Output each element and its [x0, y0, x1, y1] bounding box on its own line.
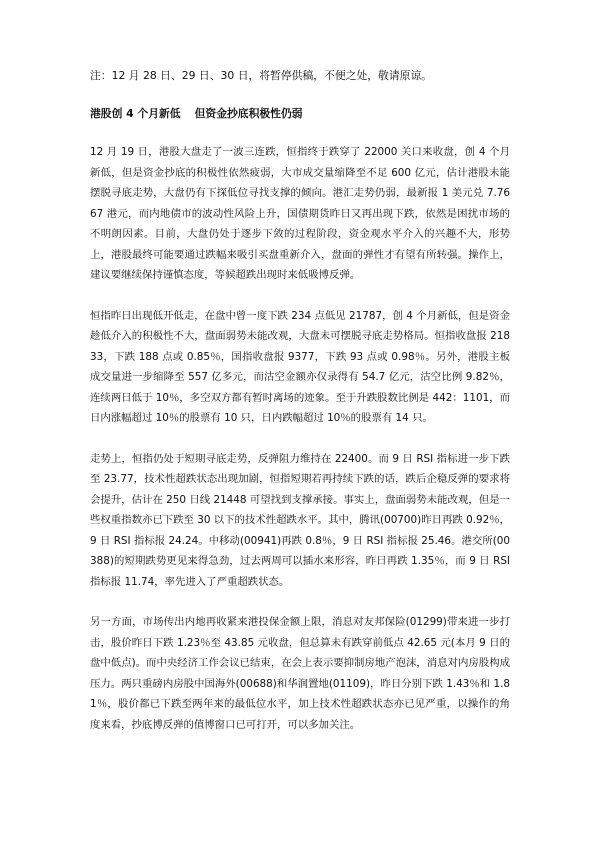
headline-part-1: 港股创 4 个月新低 [90, 107, 181, 120]
document-page [90, 66, 510, 755]
paragraph-market-overview: 12 月 19 日，港股大盘走了一波三连跌，恒指终于跌穿了 22000 关口来收盘，创 4 个月新低，但是资金抄底的积极性依然疲弱，大市成交量缩降至不足 600 亿元，估计港股未能摆脱寻底走势，大盘仍有下探低位寻找支撑的倾向。港汇走势仍弱，最新报 1 美元兑 7.7667 港元，而内地债市的波动性风险上升，国债期货昨日又再出现下跌，依然是困扰市场的不明朗因素。目前，大盘仍处于逐步下敛的过程阶段，资金观水平介入的兴趣不大，形势上，港股最终可能要通过跌幅来吸引买盘重新介入，盘面的弹性才有望有所转强。操作上，建议要继续保持谨慎态度，等候超跌出现时来低吸博反弹。 [90, 146, 510, 281]
suspension-note: 注：12 月 28 日、29 日、30 日，将暂停供稿，不便之处，敬请原谅。 [90, 69, 433, 82]
paragraph-index-close: 恒指昨日出现低开低走，在盘中曾一度下跌 234 点低见 21787，创 4 个月新低，但是资金趁低介入的积极性不大，盘面弱势未能改观，大盘未可摆脱寻底走势格局。恒指收盘报 21833，下跌 188 点或 0.85％，国指收盘报 9377，下跌 93 点或 0.98％。另外，港股主板成交量进一步缩降至 557 亿多元，而沽空金额亦仅录得有 54.7 亿元，沽空比例 9.82％，连续两日低于 10％，多空双方都有暂时离场的迹象。至于升跌股数比例是 442：1101，而日内涨幅超过 10％的股票有 10 只，日内跌幅超过 10％的股票有 14 只。 [90, 309, 510, 424]
headline [90, 104, 510, 124]
paragraph-sector-news: 另一方面，市场传出内地再收紧来港投保金额上限，消息对友邦保险(01299)带来进一步打击，股价昨日下跌 1.23％至 43.85 元收盘，但总算未有跌穿前低点 42.65 元(本月 9 日的盘中低点)。而中央经济工作会议已结束，在会上表示要抑制房地产泡沫，消息对内房股构成压力。两只重磅内房股中国海外(00688)和华润置地(01109)，昨日分别下跌 1.43％和 1.81％，股价都已下跌至两年来的最低位水平，加上技术性超跌状态亦已见严重，以操作的角度来看，抄底博反弹的值博窗口已可打开，可以多加关注。 [90, 616, 510, 731]
headline-part-2: 但资金抄底积极性仍弱 [194, 107, 303, 120]
paragraph-technical-trend: 走势上，恒指仍处于短期寻底走势，反弹阻力维持在 22400。而 9 日 RSI 指标进一步下跌至 23.77，技术性超跌状态出现加剧，恒指短期若再持续下跌的话，跌后企稳反弹的要求将会提升，估计在 250 日线 21448 可望找到支撑承接。事实上，盘面弱势未能改观，但是一些权重指数亦已下跌至 30 以下的技术性超跌水平。其中，腾讯(00700)昨日再跌 0.92％，9 日 RSI 指标报 24.24。中移动(00941)再跌 0.8％，9 日 RSI 指标报 25.46。港交所(00388)的短期跌势更见来得急劲，过去两周可以插水来形容，昨日再跌 1.35％，而 9 日 RSI 指标报 11.74，率先进入了严重超跌状态。 [90, 452, 510, 588]
